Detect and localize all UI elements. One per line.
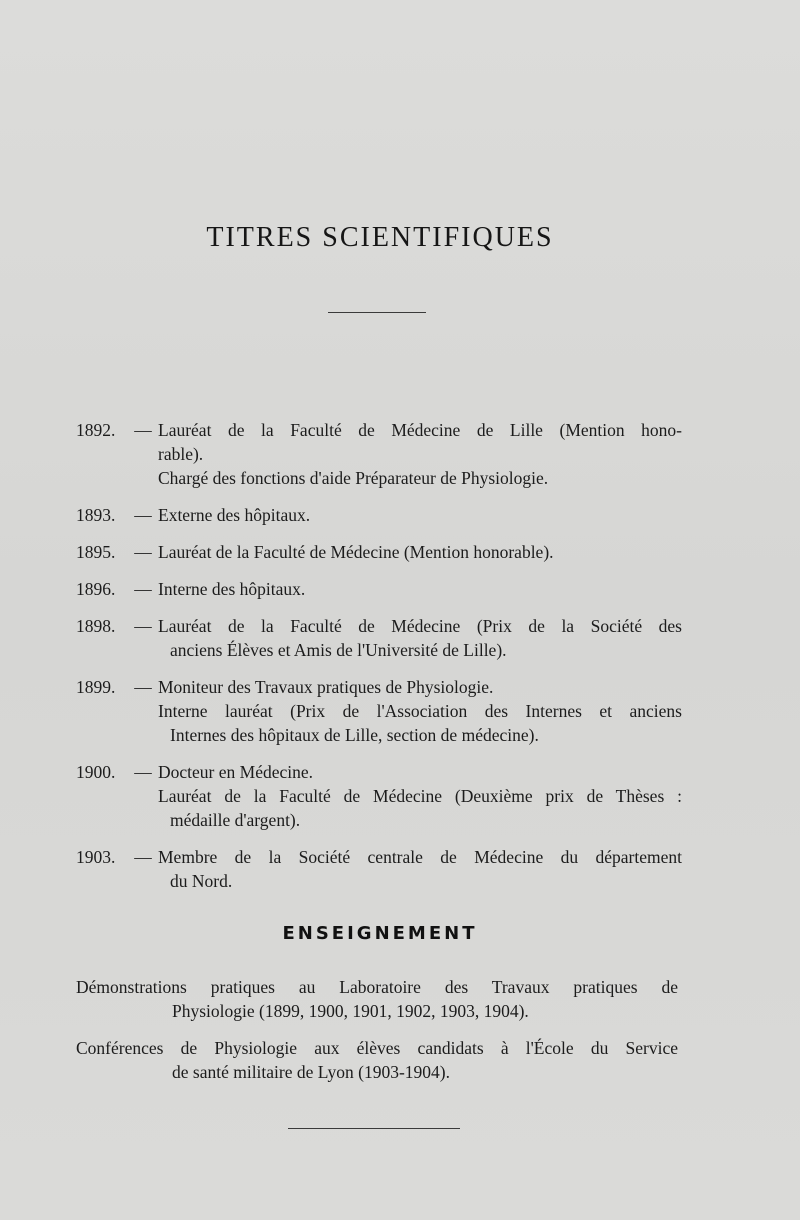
entry-text [158, 845, 682, 893]
entry-1895 [76, 540, 682, 564]
entry-year: 1900. [76, 762, 116, 782]
entry-year: 1899. [76, 677, 116, 697]
teaching-item [76, 975, 678, 1023]
entry-1898 [76, 614, 682, 662]
entry-line: Externe des hôpitaux. [158, 505, 311, 525]
entry-text [158, 760, 682, 832]
entry-dash: — [134, 677, 152, 697]
entry-dash: — [134, 542, 152, 562]
teaching-item [76, 1036, 678, 1084]
entry-line: Lauréat de la Faculté de Médecine (Mention honorable). [158, 542, 554, 562]
teaching-line: Démonstrations pratiques au Laboratoire des Travaux pratiques de [76, 977, 678, 997]
entry-dash: — [134, 579, 152, 599]
teaching-line: Physiologie (1899, 1900, 1901, 1902, 1903, 1904). [172, 1001, 529, 1021]
entry-dash: — [134, 847, 152, 867]
entry-line: Lauréat de la Faculté de Médecine de Lille (Mention hono- [158, 420, 682, 440]
entry-year: 1896. [76, 579, 116, 599]
entry-text [158, 503, 682, 527]
entry-dash: — [134, 505, 152, 525]
entry-line: Docteur en Médecine. [158, 762, 313, 782]
teaching-line: Conférences de Physiologie aux élèves candidats à l'École du Service [76, 1038, 678, 1058]
entry-1900 [76, 760, 682, 832]
entry-line: Membre de la Société centrale de Médecine du département [158, 847, 682, 867]
entry-line: anciens Élèves et Amis de l'Université de Lille). [170, 640, 507, 660]
entry-text [158, 540, 682, 564]
entry-dash: — [134, 420, 152, 440]
entry-year: 1892. [76, 420, 116, 440]
page-title: TITRES SCIENTIFIQUES [206, 222, 554, 253]
entry-year: 1893. [76, 505, 116, 525]
entry-line: Moniteur des Travaux pratiques de Physiologie. [158, 677, 494, 697]
entry-line: Interne lauréat (Prix de l'Association des Internes et anciens [158, 701, 682, 721]
entry-line: Lauréat de la Faculté de Médecine (Deuxième prix de Thèses : [158, 786, 682, 806]
entry-dash: — [134, 762, 152, 782]
entry-line: rable). [158, 444, 204, 464]
teaching-line: de santé militaire de Lyon (1903-1904). [172, 1062, 450, 1082]
entry-year: 1895. [76, 542, 116, 562]
entry-text [158, 418, 682, 490]
teaching-list [76, 975, 678, 1097]
entry-line: du Nord. [170, 871, 233, 891]
entry-line: Interne des hôpitaux. [158, 579, 306, 599]
entry-dash: — [134, 616, 152, 636]
entry-1903 [76, 845, 682, 893]
entry-line: Chargé des fonctions d'aide Préparateur de Physiologie. [158, 468, 549, 488]
entry-text [158, 614, 682, 662]
entry-text [158, 577, 682, 601]
entry-1892 [76, 418, 682, 490]
end-divider [288, 1128, 460, 1129]
entry-line: Internes des hôpitaux de Lille, section de médecine). [170, 725, 539, 745]
entry-year: 1903. [76, 847, 116, 867]
title-divider [328, 312, 426, 313]
section-heading: ENSEIGNEMENT [282, 923, 478, 944]
entry-line: médaille d'argent). [170, 810, 301, 830]
entry-text [158, 675, 682, 747]
titles-list [76, 418, 682, 906]
entry-year: 1898. [76, 616, 116, 636]
entry-line: Lauréat de la Faculté de Médecine (Prix de la Société des [158, 616, 682, 636]
entry-1896 [76, 577, 682, 601]
entry-1899 [76, 675, 682, 747]
entry-1893 [76, 503, 682, 527]
